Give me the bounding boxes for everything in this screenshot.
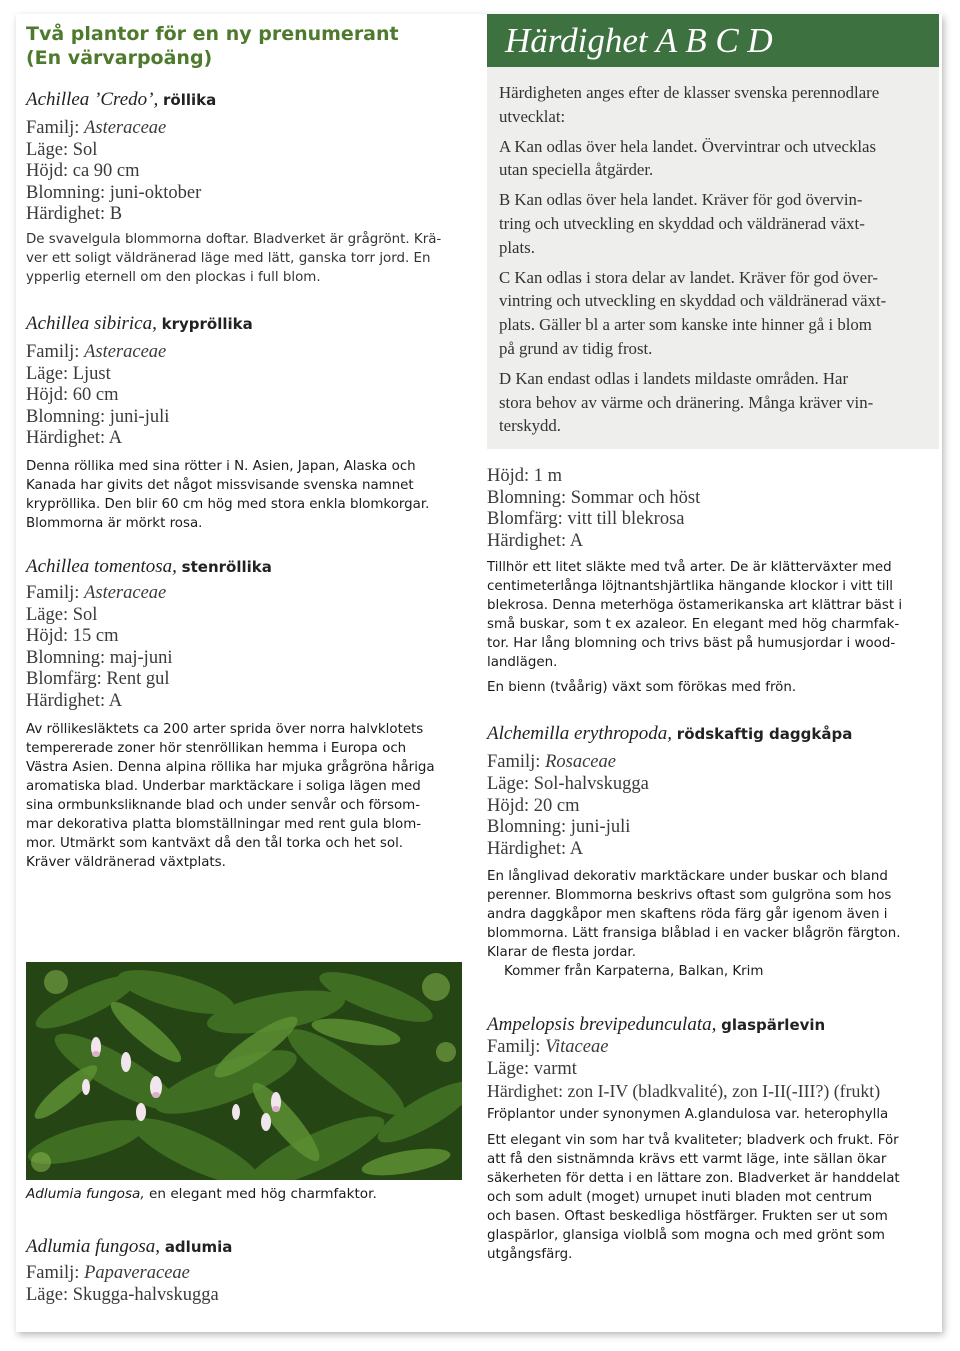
plant-common-name: glaspärlevin — [721, 1016, 826, 1035]
family-value: Asteraceae — [84, 118, 167, 138]
plant-specs — [26, 1263, 466, 1306]
plant-common-name: krypröllika — [161, 314, 253, 333]
desc-line: aromatiska blad. Underbar marktäckare i soliga lägen med — [26, 778, 421, 794]
desc-line: Ett elegant vin som har två kvaliteter; bladverk och frukt. För — [487, 1133, 899, 1149]
desc-line: krypröllika. Den blir 60 cm hög med stora enkla blomkorgar. — [26, 496, 430, 512]
plant-latin-name: Ampelopsis brevipedunculata, — [487, 1014, 717, 1036]
location-row: Läge: Sol-halvskugga — [487, 773, 649, 794]
hardiness-box-body — [487, 67, 939, 438]
desc-line: att få den sistnämnda krävs ett varmt läge, inte sällan ökar — [487, 1152, 887, 1168]
hardiness-row: Härdighet: B — [26, 204, 123, 225]
desc-line: Klarar de flesta jordar. — [487, 945, 636, 961]
desc-line: Blommorna är mörkt rosa. — [26, 515, 203, 531]
box-line: utan speciella åtgärder. — [499, 160, 654, 180]
hardiness-class-d — [499, 367, 927, 438]
desc-line: Denna röllika med sina rötter i N. Asien, Japan, Alaska och — [26, 458, 416, 474]
family-row — [487, 752, 939, 774]
color-row: Blomfärg: Rent gul — [26, 669, 170, 690]
desc-line: centimeterlånga löjtnantshjärtlika hängande klockor i vitt till — [487, 579, 894, 595]
desc-line: Kräver väldränerad växtplats. — [26, 854, 226, 870]
desc-line: små buskar, som t ex azaleor. En elegant med hög charmfak- — [487, 617, 900, 633]
desc-line: ver ett soligt väldränerad läge med lätt, ganska torr jord. En — [26, 250, 431, 266]
plant-latin-name: Alchemilla erythropoda, — [487, 723, 673, 745]
family-value: Asteraceae — [84, 341, 167, 362]
plant-specs — [26, 118, 466, 226]
color-row: Blomfärg: vitt till blekrosa — [487, 509, 685, 530]
plant-specs — [487, 466, 939, 552]
plant-description — [487, 1131, 939, 1264]
plant-origin: Kommer från Karpaterna, Balkan, Krim — [504, 964, 764, 980]
plant-description — [26, 720, 466, 872]
hardiness-class-b — [499, 188, 927, 259]
height-row: Höjd: 15 cm — [26, 626, 119, 647]
desc-line: Västra Asien. Denna alpina röllika har mjuka grågröna håriga — [26, 759, 435, 775]
box-line: utvecklat: — [499, 106, 566, 126]
desc-line: blommorna. Lätt fransiga blåblad i en vacker blågrön färgton. — [487, 926, 901, 942]
plant-common-name: stenröllika — [181, 557, 272, 576]
plant-note: En bienn (tvåårig) växt som förökas med frön. — [487, 680, 797, 696]
offer-heading-line2: (En värvarpoäng) — [26, 47, 213, 69]
family-label: Familj: — [26, 118, 80, 138]
desc-line: säkerheten för detta i en lättare zon. Bladverket är handdelat — [487, 1171, 900, 1187]
desc-line: Av röllikesläktets ca 200 arter sprida över norra halvklotets — [26, 721, 424, 737]
desc-line: En långlivad dekorativ marktäckare under buskar och bland — [487, 869, 888, 885]
height-row: Höjd: 1 m — [487, 466, 563, 486]
bloom-row: Blomning: juni-juli — [487, 817, 631, 838]
desc-line: Tillhör ett litet släkte med två arter. De är klätterväxter med — [487, 560, 892, 576]
plant-description — [26, 457, 466, 533]
plant-specs — [487, 1037, 939, 1102]
hardiness-intro — [499, 81, 927, 129]
desc-line: utgångsfärg. — [487, 1247, 573, 1263]
plant-synonym: Fröplantor under synonymen A.glandulosa var. heterophylla — [487, 1107, 889, 1123]
hardiness-row: Härdighet: zon I-IV (bladkvalité), zon I-II(-III?) (frukt) — [487, 1080, 881, 1101]
plant-photo — [26, 962, 462, 1180]
box-line: D Kan endast odlas i landets mildaste områden. Har — [499, 368, 849, 388]
location-row: Läge: Skugga-halvskugga — [26, 1284, 219, 1305]
desc-line: ypperlig eternell om den plockas i full blom. — [26, 269, 321, 285]
plant-common-name: röllika — [163, 91, 217, 109]
hardiness-row: Härdighet: A — [26, 690, 123, 711]
bloom-row: Blomning: juni-oktober — [26, 182, 202, 203]
caption-latin: Adlumia fungosa, — [26, 1186, 145, 1202]
plant-description — [487, 867, 939, 981]
desc-line: landlägen. — [487, 655, 558, 671]
desc-line: perenner. Blommorna beskrivs oftast som gulgröna som hos — [487, 888, 892, 904]
caption-text: en elegant med hög charmfaktor. — [149, 1186, 377, 1202]
left-column — [26, 22, 466, 872]
plant-common-name: adlumia — [164, 1238, 233, 1256]
hardiness-info-box — [487, 14, 939, 449]
plant-entry-alchemilla-erythropoda — [487, 723, 939, 981]
plant-latin-name: Adlumia fungosa, — [26, 1236, 161, 1257]
family-label: Familj: — [26, 582, 80, 603]
family-label: Familj: — [26, 1263, 80, 1283]
box-line: B Kan odlas över hela landet. Kräver för god övervin- — [499, 190, 863, 210]
plant-common-name: rödskaftig daggkåpa — [676, 725, 853, 744]
hardiness-box-title: Härdighet A B C D — [487, 14, 939, 67]
plant-description — [26, 230, 466, 287]
plant-title — [26, 89, 466, 111]
hardiness-row: Härdighet: A — [26, 428, 123, 449]
plant-latin-name: Achillea sibirica, — [26, 312, 157, 334]
height-row: Höjd: 60 cm — [26, 385, 119, 406]
hardiness-row: Härdighet: A — [487, 838, 584, 859]
plant-entry-ampelopsis — [487, 1014, 939, 1264]
offer-heading — [26, 22, 466, 70]
box-line: på grund av tidig frost. — [499, 338, 653, 358]
family-row — [26, 342, 466, 364]
box-line: tring och utveckling en skyddad och väldränerad växt- — [499, 213, 865, 233]
bloom-row: Blomning: juni-juli — [26, 406, 170, 427]
location-row: Läge: Sol — [26, 604, 98, 625]
family-label: Familj: — [487, 1037, 541, 1058]
desc-line: tempererade zoner hör stenröllikan hemma i Europa och — [26, 740, 407, 756]
family-row — [26, 118, 466, 140]
plant-entry-achillea-tomentosa — [26, 556, 466, 872]
desc-line: andra daggkåpor men skaftens röda färg går igenom även i — [487, 907, 888, 923]
plant-entry-adlumia-fungosa — [26, 1236, 466, 1306]
family-label: Familj: — [26, 341, 80, 362]
family-value: Papaveraceae — [84, 1263, 190, 1283]
box-line: plats. Gäller bl a arter som kanske inte hinner gå i blom — [499, 315, 872, 335]
plant-entry-achillea-credo — [26, 89, 466, 287]
desc-line: blekrosa. Denna meterhöga östamerikanska art klättrar bäst i — [487, 598, 903, 614]
height-row: Höjd: 20 cm — [487, 795, 580, 816]
adlumia-continuation — [487, 466, 939, 697]
plant-title — [487, 723, 939, 745]
plant-title — [26, 556, 466, 578]
box-line: stora behov av värme och dränering. Många kräver vin- — [499, 392, 874, 412]
plant-specs — [26, 342, 466, 450]
plant-latin-name: Achillea ’Credo’, — [26, 89, 159, 110]
bloom-row: Blomning: maj-juni — [26, 647, 173, 668]
right-column — [487, 14, 939, 1264]
family-value: Rosaceae — [545, 752, 616, 773]
plant-title — [487, 1014, 939, 1036]
location-row: Läge: Ljust — [26, 363, 111, 384]
desc-line: och basen. Oftast beskedliga höstfärger. Frukten ser ut som — [487, 1209, 888, 1225]
box-line: C Kan odlas i stora delar av landet. Kräver för god över- — [499, 267, 878, 287]
desc-line: tor. Har lång blomning och trivs bäst på humusjordar i wood- — [487, 636, 896, 652]
box-line: plats. — [499, 237, 535, 257]
desc-line: mar dekorativa platta blomställningar med rent gula blom- — [26, 816, 422, 832]
plant-entry-achillea-sibirica — [26, 313, 466, 533]
box-line: A Kan odlas över hela landet. Övervintrar och utvecklas — [499, 136, 876, 156]
plant-photo-icon — [26, 962, 462, 1180]
desc-line: Kanada har givits det något missvisande svenska namnet — [26, 477, 414, 493]
desc-line: De svavelgula blommorna doftar. Bladverket är grågrönt. Krä- — [26, 231, 442, 247]
hardiness-row: Härdighet: A — [487, 530, 584, 551]
plant-title — [26, 1236, 466, 1258]
location-row: Läge: varmt — [487, 1058, 577, 1079]
box-line: Härdigheten anges efter de klasser svenska perennodlare — [499, 83, 880, 102]
plant-specs — [26, 583, 466, 713]
bloom-row: Blomning: Sommar och höst — [487, 487, 701, 508]
hardiness-class-c — [499, 266, 927, 361]
family-row — [487, 1037, 939, 1059]
desc-line: sina ormbunksliknande blad och under senvår och försom- — [26, 797, 421, 813]
desc-line: mor. Utmärkt som kantväxt då den tål torka och het sol. — [26, 835, 404, 851]
box-line: vintring och utveckling en skyddad och väldränerad växt- — [499, 291, 887, 311]
location-row: Läge: Sol — [26, 139, 98, 160]
plant-latin-name: Achillea tomentosa, — [26, 555, 177, 577]
family-value: Asteraceae — [84, 582, 167, 603]
family-row — [26, 583, 466, 605]
family-label: Familj: — [487, 752, 541, 773]
family-row — [26, 1263, 466, 1285]
plant-specs — [487, 752, 939, 860]
desc-line: och som adult (moget) urnupet inuti bladen mot centrum — [487, 1190, 873, 1206]
family-value: Vitaceae — [545, 1037, 609, 1058]
plant-title — [26, 313, 466, 335]
offer-heading-line1: Två plantor för en ny prenumerant — [26, 23, 399, 45]
hardiness-class-a — [499, 135, 927, 183]
box-line: terskydd. — [499, 416, 561, 436]
height-row: Höjd: ca 90 cm — [26, 161, 140, 182]
plant-description — [487, 558, 939, 672]
photo-caption — [26, 1185, 377, 1203]
desc-line: glaspärlor, glansiga violblå som mogna och med grönt som — [487, 1228, 885, 1244]
